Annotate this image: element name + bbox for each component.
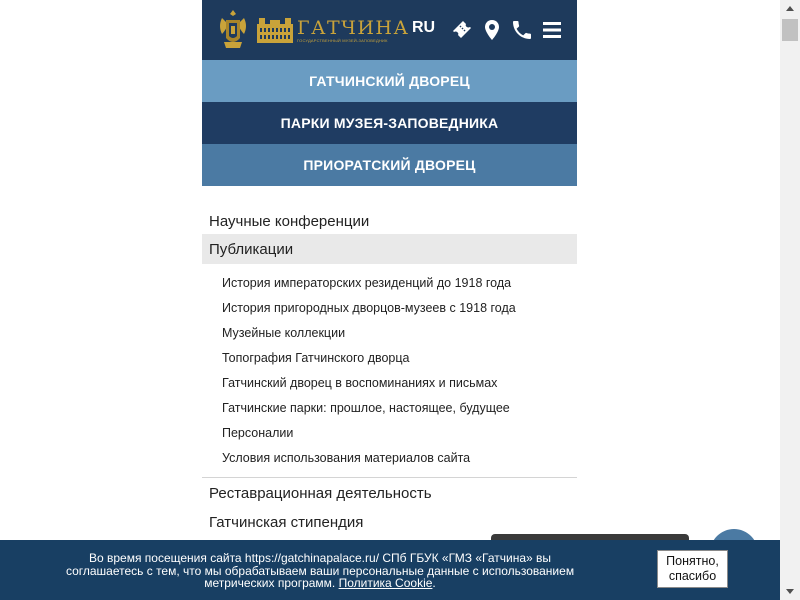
submenu-item[interactable]: Гатчинские парки: прошлое, настоящее, будущее bbox=[222, 401, 510, 415]
submenu-item[interactable]: Музейные коллекции bbox=[222, 326, 346, 340]
cookie-accept-button[interactable] bbox=[657, 550, 728, 588]
hamburger-menu-icon[interactable] bbox=[540, 18, 564, 42]
submenu-item[interactable]: Гатчинский дворец в воспоминаниях и письмах bbox=[222, 376, 498, 390]
language-switch[interactable]: RU bbox=[412, 19, 436, 36]
menu-item-stipend[interactable]: Гатчинская стипендия bbox=[209, 513, 364, 531]
palace-icon bbox=[256, 16, 294, 44]
submenu-item[interactable]: Топография Гатчинского дворца bbox=[222, 351, 410, 365]
submenu-item[interactable]: Персоналии bbox=[222, 426, 294, 440]
site-header bbox=[202, 0, 577, 60]
menu-item-publications[interactable]: Публикации bbox=[202, 234, 577, 264]
nav-museum-parks[interactable]: ПАРКИ МУЗЕЯ-ЗАПОВЕДНИКА bbox=[202, 102, 577, 144]
scroll-down-arrow-icon[interactable] bbox=[780, 583, 800, 600]
submenu-item[interactable]: История императорских резиденций до 1918 года bbox=[222, 276, 512, 290]
cookie-banner bbox=[0, 540, 780, 600]
emblem-icon bbox=[216, 8, 250, 52]
ticket-icon[interactable] bbox=[450, 18, 474, 42]
scroll-up-arrow-icon[interactable] bbox=[780, 0, 800, 17]
submenu-item[interactable]: История пригородных дворцов-музеев с 1918 года bbox=[222, 301, 516, 315]
site-logo[interactable] bbox=[216, 8, 409, 52]
nav-gatchina-palace[interactable]: ГАТЧИНСКИЙ ДВОРЕЦ bbox=[202, 60, 577, 102]
cookie-accept-line1: Понятно, bbox=[666, 554, 719, 568]
scrollbar-thumb[interactable] bbox=[782, 19, 798, 41]
menu-item-conferences[interactable]: Научные конференции bbox=[209, 212, 370, 230]
cookie-accept-line2: спасибо bbox=[668, 569, 717, 583]
cookie-policy-link[interactable]: Политика Cookie bbox=[338, 576, 433, 590]
location-pin-icon[interactable] bbox=[480, 18, 504, 42]
nav-priory-palace[interactable]: ПРИОРАТСКИЙ ДВОРЕЦ bbox=[202, 144, 577, 186]
cookie-accept-label bbox=[666, 554, 719, 584]
logo-text bbox=[297, 18, 409, 43]
cookie-text-block bbox=[60, 552, 580, 590]
menu-item-restoration[interactable]: Реставрационная деятельность bbox=[209, 484, 432, 502]
logo-title: ГАТЧИНА bbox=[297, 16, 410, 39]
cookie-message: Во время посещения сайта https://gatchinapalace.ru/ СПб ГБУК «ГМЗ «Гатчина» вы соглашаетесь с тем, что мы обрабатываем ваши персональные данные с использованием метрических программ. bbox=[65, 551, 575, 590]
submenu-item[interactable]: Условия использования материалов сайта bbox=[222, 451, 471, 465]
phone-icon[interactable] bbox=[510, 18, 534, 42]
vertical-scrollbar[interactable] bbox=[780, 0, 800, 600]
cookie-period: . bbox=[432, 576, 436, 590]
logo-subtitle: ГОСУДАРСТВЕННЫЙ МУЗЕЙ-ЗАПОВЕДНИК bbox=[297, 37, 388, 43]
